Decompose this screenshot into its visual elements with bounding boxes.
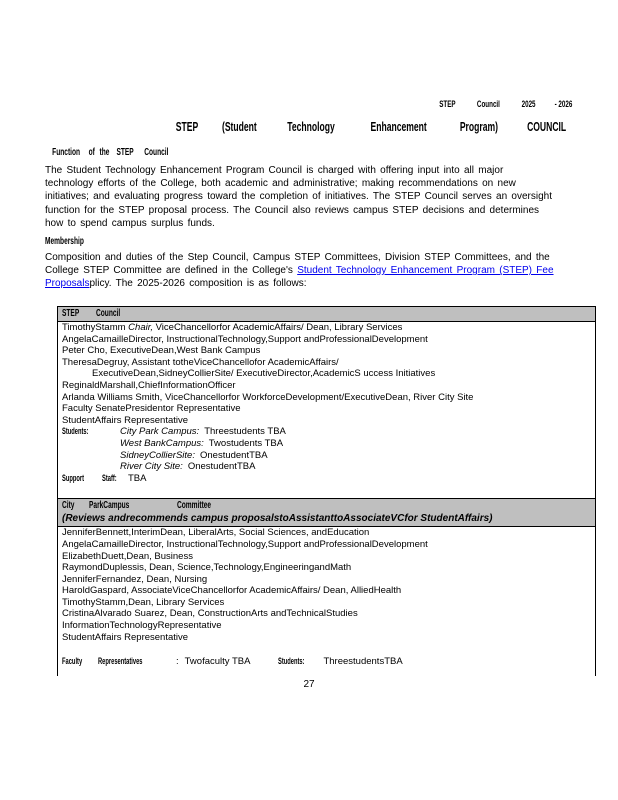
step-fee-proposals-link[interactable]: Proposals (45, 278, 90, 290)
section-header-subtitle: (Reviews andrecommends campus proposalstoAssistanttoAssociateVCfor StudentAffairs) (62, 513, 493, 525)
table-row (58, 322, 595, 334)
students-label: Students: (62, 426, 89, 437)
table-row: Faculty SenatePresidentor Representative (62, 403, 241, 415)
faculty-value: Twofaculty TBA (184, 656, 251, 668)
table-row: CristinaAlvarado Suarez, Dean, ConstructionArts andTechnicalStudies (62, 608, 358, 620)
step-fee-proposals-link[interactable]: Student Technology Enhancement Program (STEP) Fee (297, 265, 554, 277)
faculty-colon: : (176, 656, 179, 668)
support-staff-row (58, 473, 595, 485)
membership-heading (45, 236, 104, 247)
header-meta-word: Council (477, 99, 501, 110)
title-word: STEP (175, 119, 199, 134)
students-value: ThreestudentsTBA (323, 656, 403, 668)
header-meta-word: 2025 (521, 99, 536, 110)
header-meta-word: STEP (439, 99, 456, 110)
students-row (58, 426, 595, 438)
title-word: COUNCIL (526, 119, 566, 134)
table-row: HaroldGaspard, AssociateViceChancellorfor AcademicAffairs/ Dean, AlliedHealth (62, 585, 402, 597)
table-row: ReginaldMarshall,ChiefInformationOfficer (62, 379, 236, 391)
support-label: Staff: (102, 472, 117, 483)
faculty-students-row (58, 656, 595, 668)
campus-name: West BankCampus: (120, 437, 204, 449)
heading-word: Membership (45, 236, 84, 247)
support-value: TBA (128, 472, 147, 484)
body-line: The Student Technology Enhancement Program Council is charged with offering input into all major (45, 165, 504, 176)
student-count: OnestudentTBA (187, 461, 256, 473)
table-row: JenniferBennett,InterimDean, LiberalArts, Social Sciences, andEducation (62, 527, 370, 539)
table-row: TimothyStamm,Dean, Library Services (62, 596, 225, 608)
body-line: technology efforts of the College, both academic and administrative; making recommendations on new (45, 178, 516, 190)
function-body (45, 164, 580, 230)
body-text: College STEP Committee are defined in the College's (45, 265, 298, 277)
table-spacer (58, 643, 595, 656)
students-label: Students: (278, 656, 306, 667)
city-park-section-header (58, 498, 595, 527)
table-row: AngelaCamailleDirector, InstructionalTechnology,Support andProfessionalDevelopment (62, 538, 428, 550)
table-row: TheresaDegruy, Assistant totheViceChancellofor AcademicAffairs/ (62, 356, 339, 368)
heading-word: Council (144, 147, 169, 158)
table-row: ElizabethDuett,Dean, Business (62, 550, 193, 562)
table-bottom-pad (58, 668, 595, 676)
faculty-label: Representatives (98, 656, 143, 667)
campus-name: SidneyCollierSite: (120, 449, 195, 461)
table-row: InformationTechnologyRepresentative (62, 620, 222, 632)
student-count: Twostudents TBA (208, 437, 284, 449)
composition-table (57, 306, 596, 676)
document-title (170, 119, 576, 134)
section-header-word: City (62, 500, 75, 512)
body-line (45, 277, 580, 290)
student-count: OnestudentTBA (199, 449, 268, 461)
function-heading (45, 147, 169, 158)
table-row: AngelaCamailleDirector, InstructionalTechnology,Support andProfessionalDevelopment (62, 333, 428, 345)
membership-body (45, 251, 580, 291)
table-row: JenniferFernandez, Dean, Nursing (62, 573, 208, 585)
table-row: Peter Cho, ExecutiveDean,West Bank Campus (62, 345, 261, 357)
faculty-label: Faculty (62, 656, 83, 667)
body-text: plicy. The 2025-2026 composition is as follows: (89, 278, 307, 290)
table-row: StudentAffairs Representative (62, 631, 189, 643)
header-meta-word: - 2026 (554, 99, 573, 110)
page-number: 27 (303, 679, 315, 690)
heading-word: STEP (116, 147, 134, 158)
students-row (58, 450, 595, 462)
body-line: initiatives; and evaluating progress toward the completion of initiatives. The STEP Council serves an oversight (45, 191, 552, 203)
table-row: RaymondDuplessis, Dean, Science,Technology,EngineeringandMath (62, 562, 352, 574)
title-word: Program) (459, 119, 498, 134)
table-row: Arlanda Williams Smith, ViceChancellorfor WorkforceDevelopment/ExecutiveDean, River City Site (62, 391, 474, 403)
heading-word: Function (52, 147, 81, 158)
table-row: ExecutiveDean,SidneyCollierSite/ ExecutiveDirector,AcademicS uccess Initiatives (92, 368, 436, 380)
header-meta (435, 99, 577, 110)
student-count: Threestudents TBA (204, 426, 286, 438)
table-row: StudentAffairs Representative (62, 414, 189, 426)
step-council-section-header (58, 307, 595, 322)
member-text: TimothyStamm (62, 322, 129, 333)
support-label: Support (62, 472, 85, 483)
title-word: (Student (221, 119, 257, 134)
section-header-word: Council (96, 308, 121, 319)
heading-word: of (88, 147, 96, 158)
students-row (58, 438, 595, 450)
member-text: ViceChancellorfor AcademicAffairs/ Dean, Library Services (153, 322, 403, 333)
students-row (58, 461, 595, 473)
section-header-word: ParkCampus (89, 500, 130, 512)
body-line: Composition and duties of the Step Council, Campus STEP Committees, Division STEP Committees, and the (45, 252, 550, 263)
title-word: Technology (286, 119, 335, 134)
title-word: Enhancement (370, 119, 427, 134)
campus-name: City Park Campus: (120, 426, 200, 438)
body-line: function for the STEP proposal process. The Council also reviews campus STEP decisions and determines (45, 204, 540, 216)
heading-word: the (99, 147, 110, 158)
section-header-word: STEP (62, 308, 80, 319)
section-header-line (62, 500, 591, 512)
table-spacer (58, 484, 595, 498)
body-line: how to spend campus surplus funds. (45, 217, 215, 229)
member-role-italic: Chair, (128, 322, 153, 333)
body-line (45, 264, 580, 277)
section-header-word: Committee (177, 500, 212, 512)
campus-name: River City Site: (120, 461, 183, 473)
